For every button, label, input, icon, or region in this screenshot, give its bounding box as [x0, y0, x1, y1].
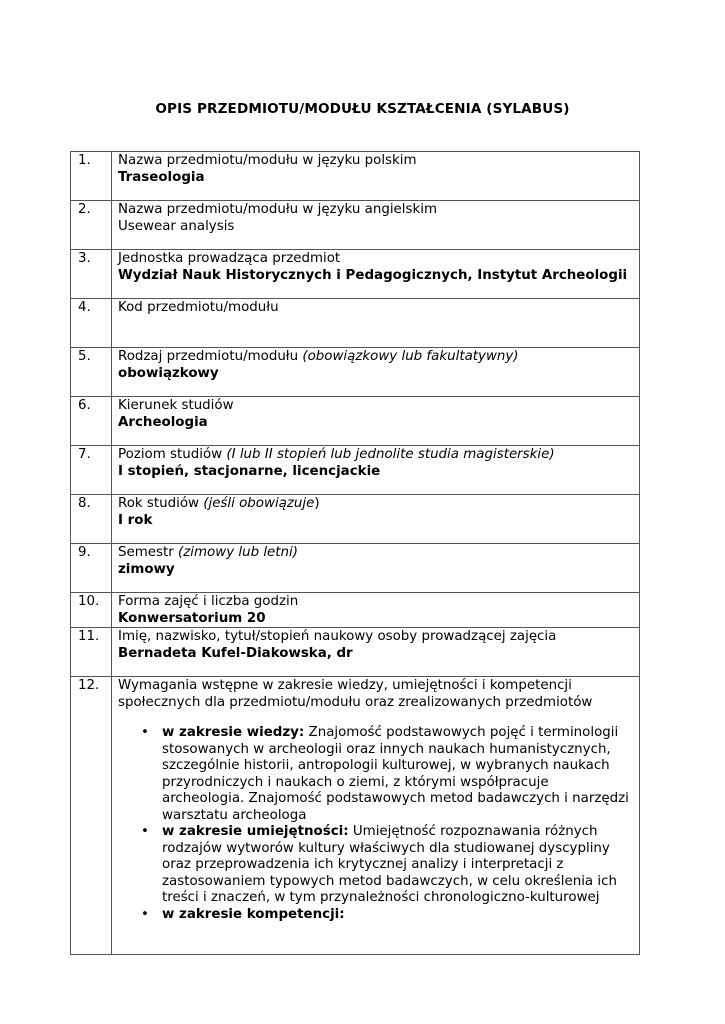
- row-content: [112, 250, 640, 299]
- row-number: 8.: [71, 495, 112, 544]
- bullet-icon: •: [141, 906, 149, 922]
- row-value: Usewear analysis: [118, 218, 235, 234]
- list-item: [141, 824, 633, 907]
- row-value: obowiązkowy: [118, 365, 219, 381]
- table-row: [71, 544, 640, 593]
- table-row: [71, 677, 640, 955]
- row-value: I rok: [118, 512, 153, 528]
- row-number: 1.: [71, 152, 112, 201]
- page-title: OPIS PRZEDMIOTU/MODUŁU KSZTAŁCENIA (SYLABUS): [155, 101, 570, 117]
- row-content: [112, 201, 640, 250]
- row-label: Kod przedmiotu/modułu: [118, 300, 279, 315]
- row-value: Archeologia: [118, 414, 208, 430]
- row-label: Kierunek studiów: [118, 398, 234, 413]
- row-label: [118, 446, 633, 464]
- row-number: 6.: [71, 397, 112, 446]
- requirement-heading: w zakresie kompetencji:: [162, 906, 345, 922]
- row-label-suffix: ): [314, 496, 320, 511]
- row-number: 5.: [71, 348, 112, 397]
- table-row: [71, 299, 640, 348]
- row-label-text: Poziom studiów: [118, 447, 223, 462]
- row-number: 9.: [71, 544, 112, 593]
- row-content: [112, 152, 640, 201]
- table-row: [71, 348, 640, 397]
- row-label: Imię, nazwisko, tytuł/stopień naukowy osoby prowadzącej zajęcia: [118, 629, 557, 644]
- row-content: [112, 397, 640, 446]
- list-item: [141, 906, 633, 924]
- row-label: Nazwa przedmiotu/modułu w języku polskim: [118, 153, 417, 168]
- row-label-note: (obowiązkowy lub fakultatywny): [302, 349, 519, 364]
- row-content: [112, 495, 640, 544]
- row-value: I stopień, stacjonarne, licencjackie: [118, 463, 381, 479]
- row-number: 2.: [71, 201, 112, 250]
- row-label-note: (I lub II stopień lub jednolite studia magisterskie): [226, 447, 555, 462]
- requirement-text: Znajomość podstawowych pojęć i terminologii stosowanych w archeologii oraz innych naukach humanistycznych, szczególnie historii, antropologii kulturowej, w wybranych naukach przyrodniczych i naukach o ziemi, z którymi współpracuje archeologia. Znajomość podstawowych metod badawczych i narzędzi warsztatu archeologa: [162, 725, 629, 823]
- row-number: 7.: [71, 446, 112, 495]
- row-content: [112, 348, 640, 397]
- row-label: [118, 348, 633, 366]
- table-row: [71, 593, 640, 628]
- requirement-heading: w zakresie wiedzy:: [162, 725, 305, 740]
- row-label-text: Semestr: [118, 545, 174, 560]
- row-number: 3.: [71, 250, 112, 299]
- row-content: [112, 677, 640, 955]
- row-content: [112, 544, 640, 593]
- row-content: [112, 628, 640, 677]
- row-value: Traseologia: [118, 169, 205, 185]
- row-number: 11.: [71, 628, 112, 677]
- row-label: [118, 495, 633, 513]
- bullet-icon: •: [141, 824, 149, 839]
- table-row: [71, 628, 640, 677]
- row-label: Nazwa przedmiotu/modułu w języku angielskim: [118, 202, 437, 217]
- requirements-list: [118, 725, 633, 923]
- row-label-note: (jeśli obowiązuje: [203, 496, 315, 511]
- row-label: Wymagania wstępne w zakresie wiedzy, umiejętności i kompetencji społecznych dla przedmiotu/modułu oraz zrealizowanych przedmiotów: [118, 678, 593, 710]
- requirement-text: Umiejętność rozpoznawania różnych rodzajów wytworów kultury właściwych dla studiowanej dyscypliny oraz przeprowadzenia ich krytycznej analizy i interpretacji z zastosowaniem typowych metod badawczych, w celu określenia ich treści i znaczeń, w tym przynależności chronologiczno-kulturowej: [162, 824, 617, 905]
- row-value: Wydział Nauk Historycznych i Pedagogicznych, Instytut Archeologii: [118, 267, 628, 283]
- table-row: [71, 201, 640, 250]
- row-label-text: Rodzaj przedmiotu/modułu: [118, 349, 299, 364]
- row-number: 4.: [71, 299, 112, 348]
- row-value: zimowy: [118, 561, 175, 577]
- bullet-icon: •: [141, 725, 149, 740]
- row-value: Konwersatorium 20: [118, 610, 266, 626]
- table-row: [71, 250, 640, 299]
- row-label-note: (zimowy lub letni): [178, 545, 298, 560]
- requirement-heading: w zakresie umiejętności:: [162, 824, 349, 839]
- row-label: Forma zajęć i liczba godzin: [118, 594, 299, 609]
- row-label: [118, 544, 633, 562]
- table-row: [71, 495, 640, 544]
- list-item: [141, 725, 633, 824]
- row-label: Jednostka prowadząca przedmiot: [118, 251, 341, 266]
- table-row: [71, 397, 640, 446]
- table-row: [71, 446, 640, 495]
- row-value: Bernadeta Kufel-Diakowska, dr: [118, 645, 353, 661]
- row-content: [112, 593, 640, 628]
- row-content: [112, 446, 640, 495]
- row-number: 10.: [71, 593, 112, 628]
- row-label-text: Rok studiów: [118, 496, 199, 511]
- syllabus-table: [70, 151, 640, 955]
- row-content: [112, 299, 640, 348]
- table-row: [71, 152, 640, 201]
- row-number: 12.: [71, 677, 112, 955]
